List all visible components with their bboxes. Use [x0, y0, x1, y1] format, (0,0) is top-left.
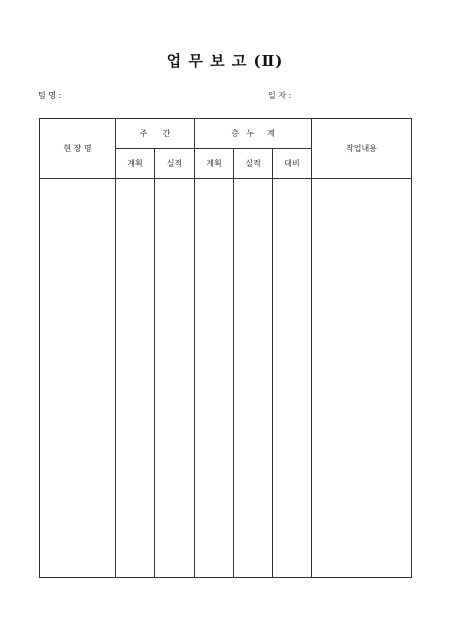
- weekly-plan-header: 계획: [116, 149, 155, 179]
- cumulative-actual-header: 실적: [234, 149, 273, 179]
- document-title: 업 무 보 고 (Ⅱ): [166, 52, 284, 70]
- cumulative-plan-cell[interactable]: [195, 179, 234, 578]
- work-report-table: [39, 118, 412, 578]
- work-content-header: 작업내용: [312, 119, 412, 179]
- work-content-cell[interactable]: [312, 179, 412, 578]
- cumulative-actual-cell[interactable]: [234, 179, 273, 578]
- cumulative-ratio-cell[interactable]: [273, 179, 312, 578]
- weekly-actual-cell[interactable]: [155, 179, 195, 578]
- cumulative-plan-header: 계획: [195, 149, 234, 179]
- weekly-plan-cell[interactable]: [116, 179, 155, 578]
- weekly-header: 주 간: [116, 119, 195, 149]
- cumulative-header: 층 누 계: [195, 119, 312, 149]
- site-name-header: 현 장 명: [40, 119, 116, 179]
- date-label: 일 자 :: [268, 91, 292, 100]
- team-name-label: 팀 명 :: [38, 91, 62, 100]
- site-name-cell[interactable]: [40, 179, 116, 578]
- weekly-actual-header: 실적: [155, 149, 195, 179]
- cumulative-ratio-header: 대비: [273, 149, 312, 179]
